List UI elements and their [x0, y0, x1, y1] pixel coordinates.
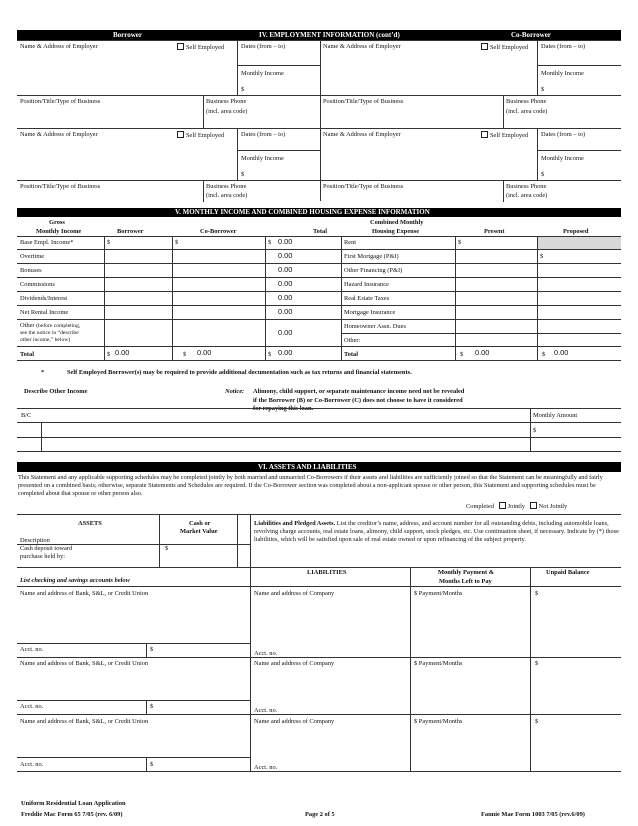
proposed-rent-shade — [537, 236, 621, 249]
checkbox-icon — [481, 131, 488, 138]
company-name-label: Name and address of Company — [254, 590, 335, 597]
monthly-income-dollar: $ — [241, 86, 245, 93]
other-total: 0.00 — [278, 328, 293, 337]
liab-acct-no-label: Acct. no. — [254, 764, 278, 771]
cash-deposit-dollar: $ — [165, 545, 169, 552]
notice-line-2: if the Borrower (B) or Co-Borrower (C) does not choose to have it considered — [253, 397, 463, 404]
col-present: Present — [484, 228, 505, 235]
total-dollar: $ — [268, 239, 272, 246]
proposed-dollar: $ — [540, 253, 544, 260]
total-expense-label: Total — [344, 351, 358, 358]
co-position-label: Position/Title/Type of Business — [323, 183, 404, 190]
checkbox-icon — [481, 43, 488, 50]
other-label: Other (before completing, — [20, 322, 81, 329]
income-header — [17, 208, 621, 217]
footer-right: Fannie Mae Form 1003 7/05 (rev.6/09) — [481, 811, 585, 818]
position-label: Position/Title/Type of Business — [20, 98, 101, 105]
monthly-amount-label: Monthly Amount — [533, 412, 578, 419]
hoa-label: Homeowner Assn. Dues — [344, 323, 406, 330]
income-row-label: Net Rental Income — [20, 309, 69, 316]
expense-row-label: Mortgage Insurance — [344, 309, 396, 316]
present-dollar: $ — [458, 239, 462, 246]
acct-no-label: Acct. no. — [20, 703, 44, 710]
co-area-code-label: (incl. area code) — [506, 192, 548, 199]
other-note-3: other income,” below) — [20, 337, 71, 343]
coborrower-label: Co-Borrower — [511, 31, 551, 39]
cash-or-1: Cash or — [189, 520, 211, 527]
bank-name-label: Name and address of Bank, S&L, or Credit Union — [20, 660, 149, 667]
expense-row-label: Other Financing (P&I) — [344, 267, 403, 274]
footnote-star: * — [41, 369, 45, 376]
unpaid-dollar: $ — [535, 590, 539, 597]
total-borrower-dollar: $ — [107, 351, 111, 358]
co-area-code-label: (incl. area code) — [506, 108, 548, 115]
cash-or-2: Market Value — [180, 528, 218, 535]
area-code-label: (incl. area code) — [206, 108, 248, 115]
assets-header — [17, 462, 621, 472]
liab-acct-no-label: Acct. no. — [254, 650, 278, 657]
liab-acct-no-label: Acct. no. — [254, 707, 278, 714]
co-monthly-income-label: Monthly Income — [541, 155, 584, 162]
bc-label: B/C — [21, 412, 32, 419]
self-employed-checkbox[interactable]: Self Employed — [177, 131, 224, 139]
description-label: Description — [20, 537, 50, 544]
income-row-label: Dividends/Interest — [20, 295, 68, 302]
business-phone-label: Business Phone — [206, 98, 247, 105]
list-checking-label: List checking and savings accounts below — [20, 577, 130, 584]
co-self-employed-checkbox[interactable]: Self Employed — [481, 131, 528, 139]
acct-dollar: $ — [150, 761, 154, 768]
total-total-dollar: $ — [268, 351, 272, 358]
total-coborrower: 0.00 — [197, 348, 212, 357]
company-name-label: Name and address of Company — [254, 660, 335, 667]
payment-months-label: $ Payment/Months — [414, 660, 463, 667]
liabilities-label: LIABILITIES — [307, 569, 347, 576]
co-employer-name-label: Name & Address of Employer — [323, 43, 401, 50]
footnote-text: Self Employed Borrower(s) may be required to provide additional documentation such as tax returns and financial statements. — [67, 369, 412, 376]
area-code-label: (incl. area code) — [206, 192, 248, 199]
acct-dollar: $ — [150, 703, 154, 710]
payment-months-label: $ Payment/Months — [414, 590, 463, 597]
notice-label: Notice: — [225, 388, 245, 395]
monthly-income-dollar: $ — [241, 171, 245, 178]
monthly-amount-dollar: $ — [533, 427, 537, 434]
cash-deposit-1: Cash deposit toward — [20, 545, 73, 552]
income-row-total: 0.00 — [278, 293, 293, 302]
total-borrower: 0.00 — [115, 348, 130, 357]
completed-options: Completed Jointly Not Jointly — [466, 503, 568, 510]
footer-title: Uniform Residential Loan Application — [21, 800, 126, 807]
income-row-label: Overtime — [20, 253, 45, 260]
bank-name-label: Name and address of Bank, S&L, or Credit Union — [20, 590, 149, 597]
checkbox-icon — [177, 131, 184, 138]
employer-name-label: Name & Address of Employer — [20, 43, 98, 50]
acct-no-label: Acct. no. — [20, 761, 44, 768]
col-combined-1: Combined Monthly — [370, 219, 424, 226]
cash-deposit-2: purchase held by: — [20, 553, 66, 560]
jointly-checkbox[interactable] — [499, 502, 506, 509]
co-monthly-income-label: Monthly Income — [541, 70, 584, 77]
section-vi-title: VI. ASSETS AND LIABILITIES — [258, 463, 357, 471]
self-employed-checkbox[interactable]: Self Employed — [177, 43, 224, 51]
income-row-label: Base Empl. Income* — [20, 239, 74, 246]
unpaid-dollar: $ — [535, 660, 539, 667]
section-v-title: V. MONTHLY INCOME AND COMBINED HOUSING EXPENSE INFORMATION — [175, 208, 430, 216]
other-note-2: see the notice in “describe — [20, 330, 79, 336]
co-business-phone-label: Business Phone — [506, 183, 547, 190]
total-proposed: 0.00 — [554, 348, 569, 357]
expense-row-label: First Mortgage (P&I) — [344, 253, 399, 260]
unpaid-dollar: $ — [535, 718, 539, 725]
notice-line-1: Alimony, child support, or separate maintenance income need not be revealed — [253, 388, 465, 395]
total-present: 0.00 — [475, 348, 490, 357]
assets-statement: This Statement and any applicable supporting schedules may be completed jointly by both married and unmarried Co-Borrowers if their assets and liabilities are sufficiently joined so that the Statement can be meaningfully and fairly presented on a combined basis; otherwise, separate Statements and Schedules are required. If the Co-Borrower section was completed about a non-applicant spouse or other person, this Statement and supporting schedules must be completed about that spouse or other person also. — [18, 474, 603, 498]
expense-row-label: Hazard Insurance — [344, 281, 389, 288]
total-income-label: Total — [20, 351, 34, 358]
co-position-label: Position/Title/Type of Business — [323, 98, 404, 105]
co-monthly-income-dollar: $ — [541, 171, 545, 178]
expense-row-label: Rent — [344, 239, 357, 246]
borrower-label: Borrower — [113, 31, 143, 39]
dates-label: Dates (from – to) — [241, 131, 286, 138]
liabilities-intro: Liabilities and Pledged Assets. List the creditor’s name, address, and account number for all outstanding debts, including automobile loans, revolving charge accounts, real estate loans, alimony, child support, stock pledges, etc. Use continuation sheet, if necessary. Indicate by (*) those liabilities, which will be satisfied upon sale of real estate owned or upon refinancing of the subject property. — [254, 520, 619, 544]
co-dates-label: Dates (from – to) — [541, 131, 586, 138]
assets-label: ASSETS — [78, 520, 102, 527]
monthly-payment-1: Monthly Payment & — [438, 569, 495, 576]
other-expense-label: Other: — [344, 337, 361, 344]
acct-dollar: $ — [150, 646, 154, 653]
co-self-employed-checkbox[interactable]: Self Employed — [481, 43, 528, 51]
company-name-label: Name and address of Company — [254, 718, 335, 725]
employment-header — [17, 30, 621, 40]
co-employer-name-label: Name & Address of Employer — [323, 131, 401, 138]
total-coborrower-dollar: $ — [183, 351, 187, 358]
income-row-total: 0.00 — [278, 237, 293, 246]
monthly-income-label: Monthly Income — [241, 155, 284, 162]
income-row-total: 0.00 — [278, 307, 293, 316]
total-proposed-dollar: $ — [542, 351, 546, 358]
monthly-payment-2: Months Left to Pay — [439, 578, 492, 585]
income-row-total: 0.00 — [278, 279, 293, 288]
expense-row-label: Real Estate Taxes — [344, 295, 390, 302]
section-iv-title: IV. EMPLOYMENT INFORMATION (cont’d) — [259, 31, 400, 39]
borrower-dollar: $ — [107, 239, 111, 246]
monthly-income-label: Monthly Income — [241, 70, 284, 77]
col-proposed: Proposed — [563, 228, 589, 235]
not-jointly-checkbox[interactable] — [530, 502, 537, 509]
income-row-total: 0.00 — [278, 265, 293, 274]
footer-left: Freddie Mac Form 65 7/05 (rev. 6/09) — [21, 811, 123, 818]
income-row-total: 0.00 — [278, 251, 293, 260]
col-total: Total — [313, 228, 327, 235]
business-phone-label: Business Phone — [206, 183, 247, 190]
payment-months-label: $ Payment/Months — [414, 718, 463, 725]
co-dates-label: Dates (from – to) — [541, 43, 586, 50]
co-monthly-income-dollar: $ — [541, 86, 545, 93]
col-coborrower: Co-Borrower — [200, 228, 237, 235]
col-gross-2: Monthly Income — [36, 228, 82, 235]
income-row-label: Bonuses — [20, 267, 42, 274]
position-label: Position/Title/Type of Business — [20, 183, 101, 190]
income-row-label: Commissions — [20, 281, 55, 288]
acct-no-label: Acct. no. — [20, 646, 44, 653]
bank-name-label: Name and address of Bank, S&L, or Credit Union — [20, 718, 149, 725]
col-borrower: Borrower — [117, 228, 144, 235]
total-present-dollar: $ — [460, 351, 464, 358]
col-gross-1: Gross — [49, 219, 65, 226]
col-combined-2: Housing Expense — [372, 228, 420, 235]
checkbox-icon — [177, 43, 184, 50]
footer-page: Page 2 of 5 — [305, 811, 335, 818]
dates-label: Dates (from – to) — [241, 43, 286, 50]
employer-name-label: Name & Address of Employer — [20, 131, 98, 138]
unpaid-balance-label: Unpaid Balance — [546, 569, 590, 576]
describe-other-income: Describe Other Income — [24, 388, 88, 395]
notice-line-3: for repaying this loan. — [253, 405, 314, 412]
co-business-phone-label: Business Phone — [506, 98, 547, 105]
total-total: 0.00 — [278, 348, 293, 357]
coborrower-dollar: $ — [175, 239, 179, 246]
